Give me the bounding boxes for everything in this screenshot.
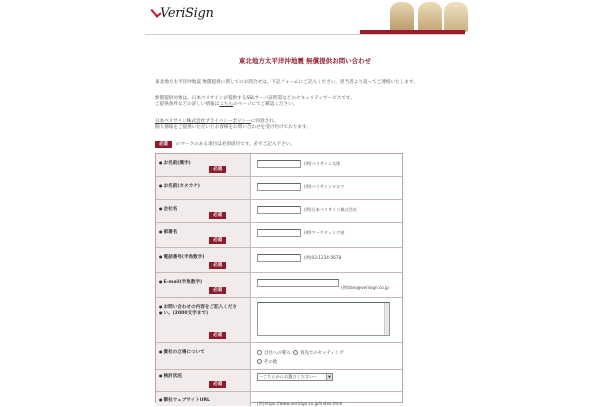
radio-option[interactable] bbox=[257, 351, 290, 356]
phone-input[interactable] bbox=[257, 254, 301, 262]
required-badge: 必須 bbox=[155, 141, 172, 148]
form-row-phone bbox=[156, 248, 402, 273]
required-badge: 必須 bbox=[209, 262, 226, 269]
status-select[interactable] bbox=[257, 373, 333, 381]
required-badge: 必須 bbox=[209, 212, 226, 219]
radio-button[interactable] bbox=[257, 359, 262, 364]
field-example: (例)taro@verisign.co.jp bbox=[341, 285, 389, 290]
form-row-name-kanji bbox=[156, 154, 402, 177]
field-label: ● 電話番号(半角数字) bbox=[159, 254, 204, 261]
chevron-down-icon[interactable]: ▼ bbox=[326, 374, 332, 380]
company-input[interactable] bbox=[257, 206, 301, 214]
field-label: ● 部署名 bbox=[159, 229, 177, 236]
verisign-logo[interactable] bbox=[153, 6, 214, 21]
label-cell bbox=[156, 154, 251, 176]
offer-detail-post: のページにてご確認ください。 bbox=[233, 102, 298, 107]
radio-button[interactable] bbox=[293, 350, 298, 355]
field-label-line2 bbox=[159, 310, 208, 317]
textarea-scrollbar[interactable] bbox=[384, 303, 389, 335]
input-cell bbox=[252, 154, 402, 176]
field-example: (例)マーケティング部 bbox=[304, 230, 345, 235]
form-row-name-katakana bbox=[156, 177, 402, 200]
form-row-email bbox=[156, 273, 402, 298]
logo-text: VeriSign bbox=[160, 6, 214, 21]
label-cell bbox=[156, 273, 251, 297]
name-katakana-input[interactable] bbox=[257, 183, 301, 191]
radio-option[interactable] bbox=[293, 351, 343, 356]
required-badge: 必須 bbox=[209, 166, 226, 173]
status-select-value: --こちらからお選びください-- bbox=[260, 374, 317, 379]
field-label: ● お問い合わせの内容をご記入くださ bbox=[159, 304, 237, 311]
field-label: ● 会社名 bbox=[159, 206, 177, 213]
radio-option[interactable] bbox=[257, 360, 277, 365]
inquiry-form bbox=[155, 153, 403, 406]
input-cell bbox=[252, 223, 402, 247]
header-photo-person bbox=[390, 2, 414, 32]
input-cell bbox=[252, 177, 402, 199]
header-divider bbox=[145, 34, 465, 35]
field-label: ● 検討状況 bbox=[159, 373, 182, 380]
input-cell bbox=[252, 248, 402, 272]
name-kanji-input[interactable] bbox=[257, 160, 301, 168]
form-row-inquiry bbox=[156, 298, 402, 343]
header-banner-image bbox=[360, 0, 465, 34]
header-photo-person bbox=[444, 2, 468, 32]
label-cell bbox=[156, 223, 251, 247]
required-badge: 必須 bbox=[209, 237, 226, 244]
field-label: ● E-mail(半角数字) bbox=[159, 279, 202, 286]
radio-label: 客先でのセッティング bbox=[300, 351, 344, 356]
field-label: ● 貴社の立場について bbox=[159, 349, 205, 356]
label-cell bbox=[156, 370, 251, 391]
privacy-text-line2: 個人情報をご提供いただいたお客様をお問い合わせを受け付けております。 bbox=[155, 125, 311, 130]
site-header bbox=[145, 0, 465, 34]
label-cell bbox=[156, 200, 251, 222]
radio-button[interactable] bbox=[257, 350, 262, 355]
required-note bbox=[155, 140, 295, 148]
radio-label: 自社への導入 bbox=[264, 351, 291, 356]
privacy-policy-link[interactable]: 日本ベリサイン株式会社プライバシーポリシー bbox=[155, 119, 251, 124]
field-label-line2-text: い。(2000文字まで) bbox=[163, 311, 209, 316]
field-label: ● お名前(カタカナ) bbox=[159, 183, 200, 190]
inquiry-textarea[interactable] bbox=[257, 302, 390, 336]
page-title: 東北地方太平洋沖地震 無償提供お問い合わせ bbox=[238, 57, 372, 65]
label-cell bbox=[156, 392, 251, 406]
input-cell bbox=[252, 343, 402, 369]
field-example: (例)日本ベリサイン株式会社 bbox=[304, 207, 358, 212]
label-cell bbox=[156, 177, 251, 199]
input-cell bbox=[252, 200, 402, 222]
field-example: (例)03-1234-5678 bbox=[304, 255, 342, 260]
position-radio-group bbox=[257, 349, 344, 367]
required-badge: 必須 bbox=[209, 332, 226, 339]
field-label: ● 御社ウェブサイトURL bbox=[159, 397, 210, 404]
offer-detail-text bbox=[155, 102, 297, 108]
radio-label: その他 bbox=[264, 360, 278, 365]
required-note-text: のマークのある項目は必須項目です。必ずご記入下さい。 bbox=[175, 142, 295, 147]
form-row-position bbox=[156, 343, 402, 370]
required-badge: 必須 bbox=[209, 287, 226, 294]
label-cell bbox=[156, 343, 251, 369]
field-example: (例)ベリサイン太郎 bbox=[304, 161, 341, 166]
form-row-website bbox=[156, 392, 402, 406]
form-row-company bbox=[156, 200, 402, 223]
input-cell bbox=[252, 273, 402, 297]
field-example: (例)ベリサインタロウ bbox=[304, 184, 345, 189]
intro-text: 東北地方太平洋沖地震 無償提供に関してのお問合せは、下記フォームにご記入ください。担当者より追ってご連絡いたします。 bbox=[155, 80, 418, 85]
form-row-status bbox=[156, 370, 402, 392]
input-cell bbox=[252, 392, 402, 406]
label-cell bbox=[156, 248, 251, 272]
form-row-department bbox=[156, 223, 402, 248]
required-badge: 必須 bbox=[209, 381, 226, 388]
department-input[interactable] bbox=[257, 229, 301, 237]
header-photo-person bbox=[418, 2, 442, 32]
privacy-text-post: に同意され、 bbox=[250, 119, 279, 124]
input-cell bbox=[252, 370, 402, 391]
offer-text: 無償提供対象は、日本ベリサインが提供するSSLサーバ証明書などのセキュリティサービスです。 bbox=[155, 96, 355, 101]
offer-detail-pre: ご提供条件などの詳しい情報は bbox=[155, 102, 220, 107]
details-link[interactable]: こちら bbox=[219, 102, 234, 107]
label-cell bbox=[156, 298, 251, 342]
field-example: (例)https://www.verisign.co.jp/index.html bbox=[257, 401, 343, 406]
input-cell bbox=[252, 298, 402, 342]
field-label: ● お名前(漢字) bbox=[159, 160, 191, 167]
email-input[interactable] bbox=[257, 279, 339, 287]
